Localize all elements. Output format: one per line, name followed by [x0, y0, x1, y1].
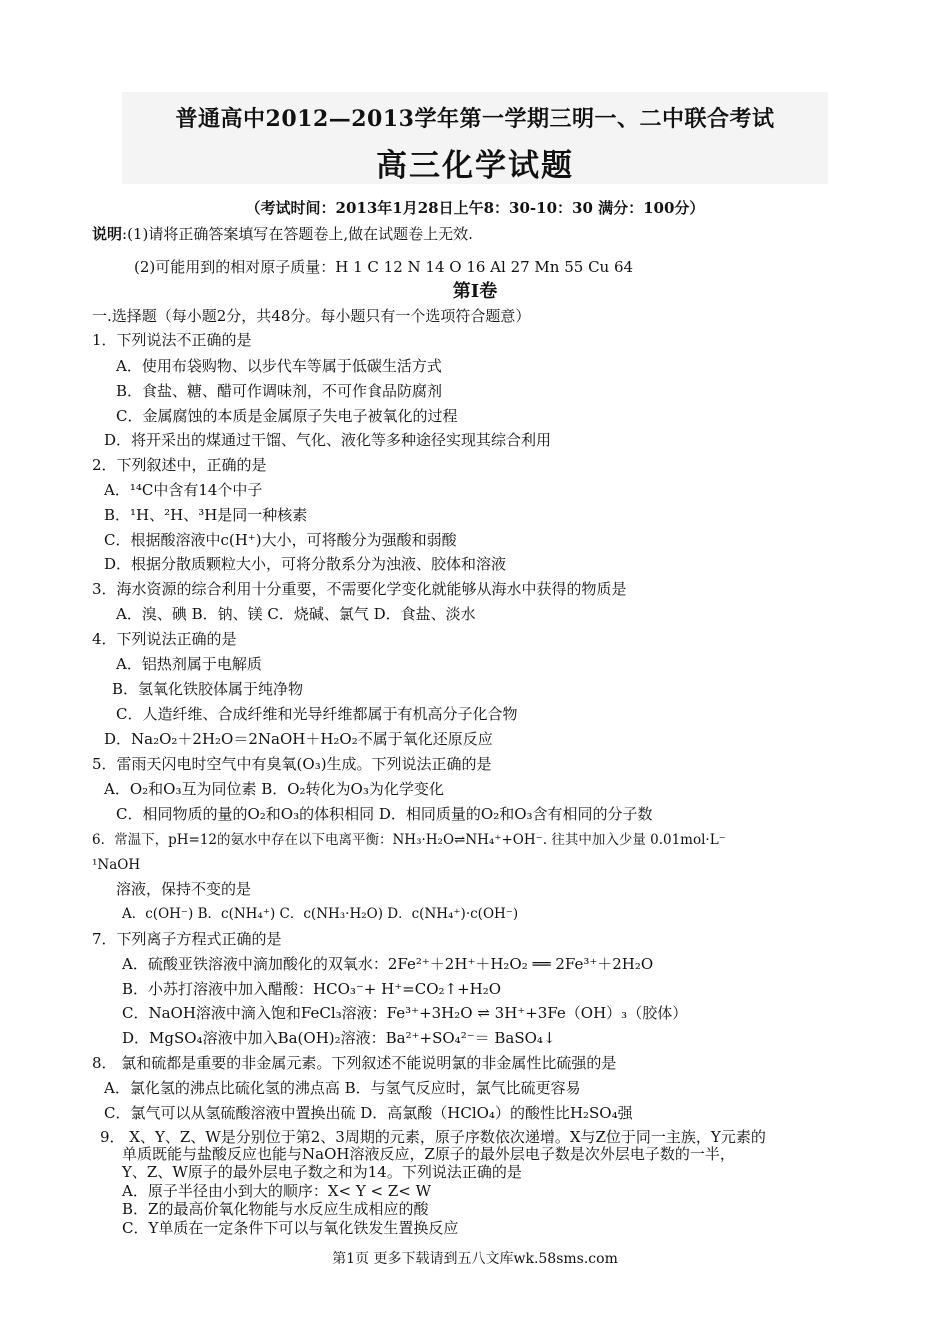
question-3: 3．海水资源的综合利用十分重要，不需要化学变化就能够从海水中获得的物质是	[92, 580, 627, 598]
question-2: 2．下列叙述中，正确的是	[92, 456, 267, 474]
q7-option-a: A．硫酸亚铁溶液中滴加酸化的双氧水：2Fe²⁺＋2H⁺＋H₂O₂ ══ 2Fe³⁺＋2H₂O	[122, 955, 654, 973]
section-title: 第Ⅰ卷	[452, 281, 498, 302]
question-6-cont2: 溶液，保持不变的是	[116, 880, 252, 898]
q1-option-b: B．食盐、糖、醋可作调味剂，不可作食品防腐剂	[116, 382, 443, 400]
q3-options: A．溴、碘 B．钠、镁 C．烧碱、氯气 D．食盐、淡水	[116, 605, 476, 623]
note-label: 说明	[92, 225, 123, 243]
exam-info: （考试时间：2013年1月28日上午8：30-10：30 满分：100分）	[245, 199, 705, 217]
q7-option-c: C．NaOH溶液中滴入饱和FeCl₃溶液：Fe³⁺+3H₂O ⇌ 3H⁺+3Fe（OH）₃（胶体）	[122, 1004, 688, 1022]
question-8: 8． 氯和硫都是重要的非金属元素。下列叙述不能说明氯的非金属性比硫强的是	[92, 1054, 617, 1072]
note-1	[92, 224, 473, 244]
q2-option-d: D．根据分散质颗粒大小，可将分散系分为浊液、胶体和溶液	[104, 555, 507, 573]
q1-option-c: C．金属腐蚀的本质是金属原子失电子被氧化的过程	[116, 407, 458, 425]
question-9-cont2: Y、Z、W原子的最外层电子数之和为14。下列说法正确的是	[122, 1163, 522, 1181]
note-1-text: :(1)请将正确答案填写在答题卷上,做在试题卷上无效.	[122, 225, 473, 243]
q8-options-cd: C．氯气可以从氢硫酸溶液中置换出硫 D．高氯酸（HClO₄）的酸性比H₂SO₄强	[104, 1104, 633, 1122]
question-4: 4．下列说法正确的是	[92, 630, 237, 648]
q4-option-c: C．人造纤维、合成纤维和光导纤维都属于有机高分子化合物	[116, 705, 518, 723]
q1-option-d: D．将开采出的煤通过干馏、气化、液化等多种途径实现其综合利用	[104, 431, 552, 449]
question-1: 1．下列说法不正确的是	[92, 331, 252, 349]
note-2: (2)可能用到的相对原子质量：H 1 C 12 N 14 O 16 Al 27 Mn 55 Cu 64	[134, 258, 634, 276]
q5-options-ab: A．O₂和O₃互为同位素 B．O₂转化为O₃为化学变化	[104, 780, 444, 798]
q7-option-b: B．小苏打溶液中加入醋酸：HCO₃⁻+ H⁺=CO₂↑+H₂O	[122, 980, 502, 998]
section-instruction: 一.选择题（每小题2分，共48分。每小题只有一个选项符合题意）	[92, 307, 531, 325]
q7-option-d: D．MgSO₄溶液中加入Ba(OH)₂溶液：Ba²⁺+SO₄²⁻＝ BaSO₄↓	[122, 1029, 556, 1047]
q1-option-a: A．使用布袋购物、以步代车等属于低碳生活方式	[116, 357, 442, 375]
q2-option-c: C．根据酸溶液中c(H⁺)大小，可将酸分为强酸和弱酸	[104, 531, 457, 549]
page-footer: 第1页 更多下载请到五八文库wk.58sms.com	[332, 1251, 618, 1267]
q4-option-b: B．氢氧化铁胶体属于纯净物	[112, 680, 304, 698]
question-6-cont: ¹NaOH	[92, 857, 141, 873]
q6-options: A．c(OH⁻) B．c(NH₄⁺) C．c(NH₃·H₂O) D．c(NH₄⁺)·c(OH⁻)	[122, 906, 519, 922]
q5-options-cd: C．相同物质的量的O₂和O₃的体积相同 D．相同质量的O₂和O₃含有相同的分子数	[116, 805, 653, 823]
q9-option-b: B．Z的最高价氧化物能与水反应生成相应的酸	[122, 1200, 429, 1218]
question-9-cont: 单质既能与盐酸反应也能与NaOH溶液反应，Z原子的最外层电子数是次外层电子数的一半，	[122, 1145, 735, 1163]
q4-option-a: A．铝热剂属于电解质	[116, 655, 262, 673]
exam-title: 普通高中2012—2013学年第一学期三明一、二中联合考试	[175, 106, 775, 132]
q2-option-a: A．¹⁴C中含有14个中子	[104, 481, 263, 499]
question-9: 9． X、Y、Z、W是分别位于第2、3周期的元素，原子序数依次递增。X与Z位于同一主族，Y元素的	[100, 1128, 766, 1146]
q9-option-a: A．原子半径由小到大的顺序：X< Y < Z< W	[122, 1182, 432, 1200]
q4-option-d: D．Na₂O₂＋2H₂O＝2NaOH＋H₂O₂不属于氧化还原反应	[104, 730, 493, 748]
title-banner	[122, 92, 828, 184]
question-6: 6．常温下，pH=12的氨水中存在以下电离平衡：NH₃·H₂O⇌NH₄⁺+OH⁻. 往其中加入少量 0.01mol·L⁻	[92, 832, 726, 848]
subject-title: 高三化学试题	[376, 148, 574, 184]
q2-option-b: B．¹H、²H、³H是同一种核素	[104, 506, 308, 524]
question-7: 7．下列离子方程式正确的是	[92, 930, 282, 948]
q9-option-c: C．Y单质在一定条件下可以与氧化铁发生置换反应	[122, 1219, 459, 1237]
q8-options-ab: A．氯化氢的沸点比硫化氢的沸点高 B．与氢气反应时，氯气比硫更容易	[104, 1079, 581, 1097]
question-5: 5．雷雨天闪电时空气中有臭氧(O₃)生成。下列说法正确的是	[92, 755, 492, 773]
